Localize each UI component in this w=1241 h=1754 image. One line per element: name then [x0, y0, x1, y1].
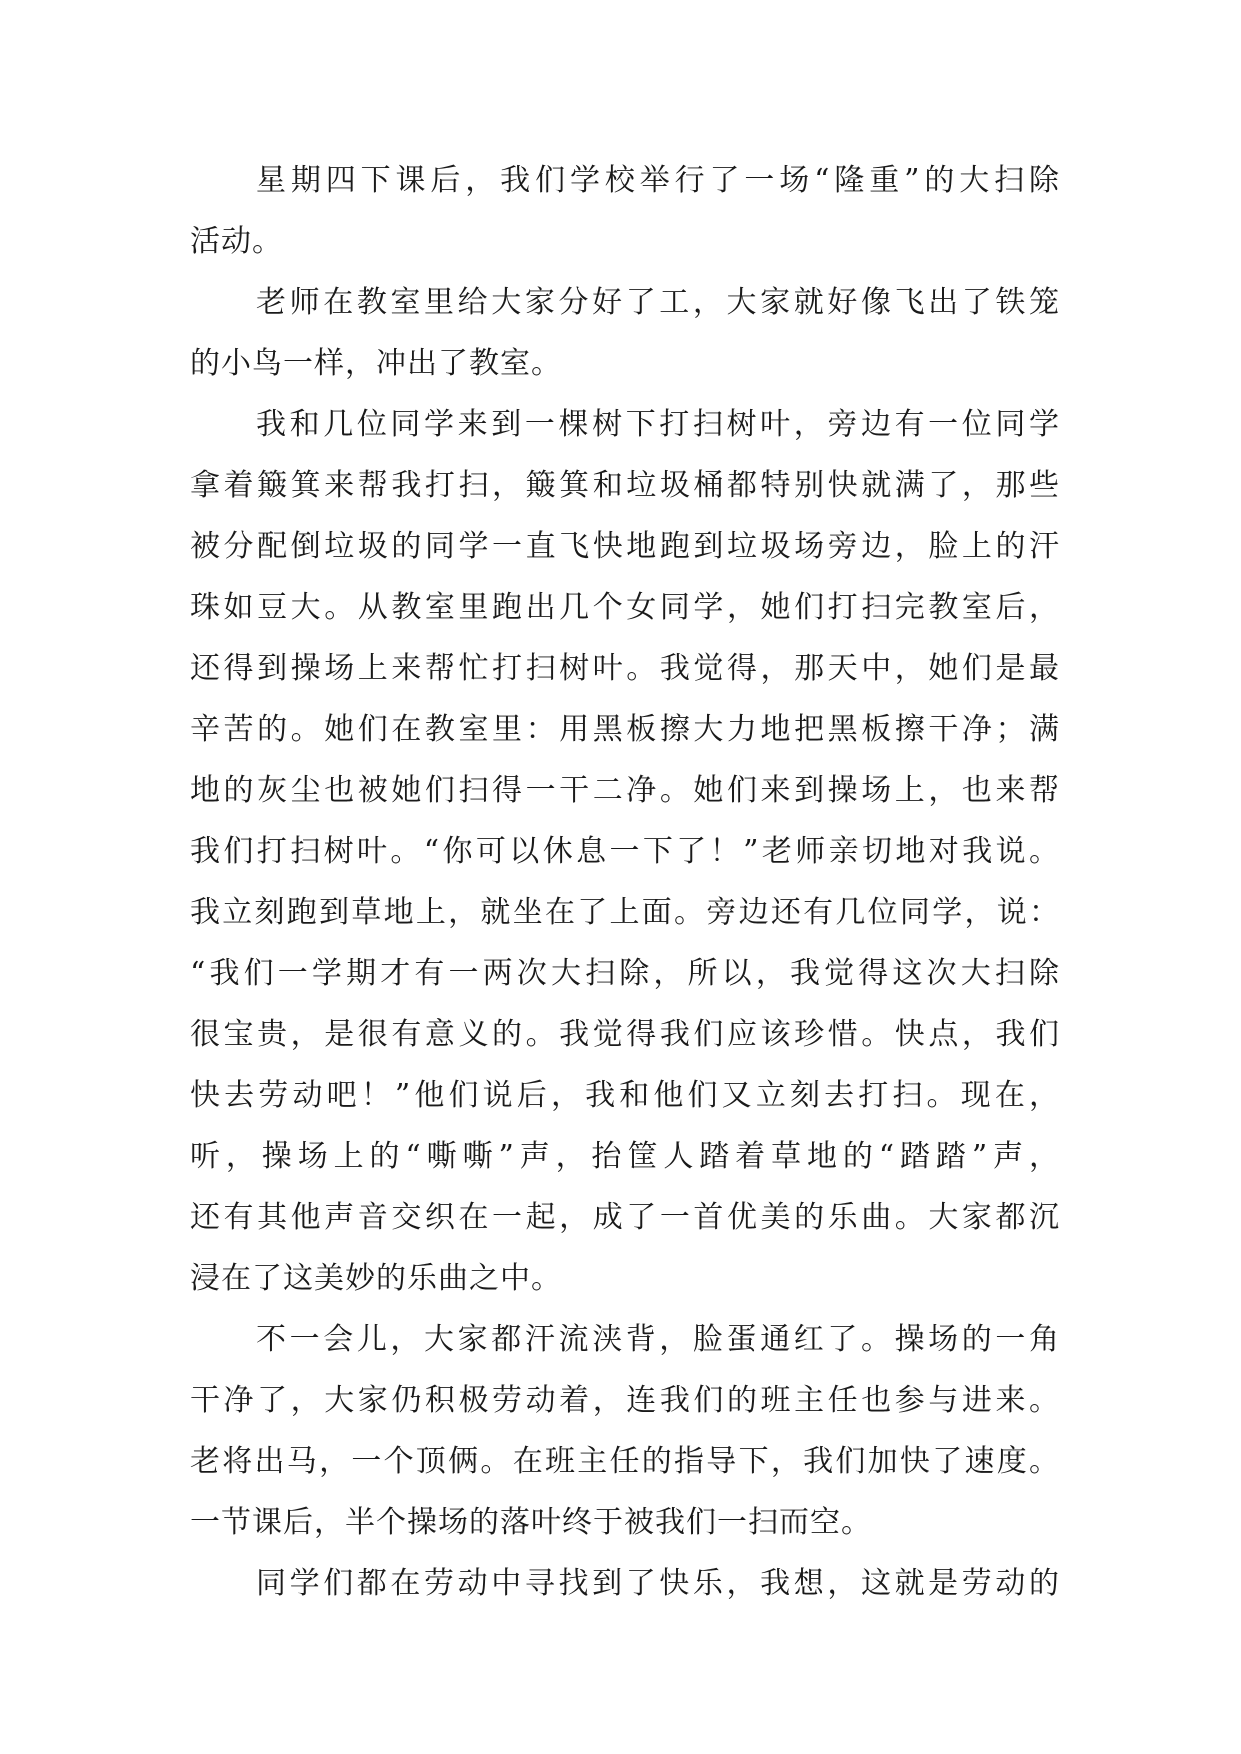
paragraph — [190, 1553, 1060, 1614]
document-body — [190, 150, 1060, 1614]
text-line: 我立刻跑到草地上，就坐在了上面。旁边还有几位同学，说： — [190, 895, 1060, 930]
text-line: 的小鸟一样，冲出了教室。 — [190, 346, 562, 381]
text-line: 还得到操场上来帮忙打扫树叶。我觉得，那天中，她们是最 — [190, 651, 1060, 686]
text-line: 活动。 — [190, 224, 283, 259]
text-line: 一节课后，半个操场的落叶终于被我们一扫而空。 — [190, 1505, 872, 1540]
text-line: 同学们都在劳动中寻找到了快乐，我想，这就是劳动的 — [256, 1566, 1060, 1601]
paragraph — [190, 272, 1060, 394]
text-line: 地的灰尘也被她们扫得一干二净。她们来到操场上，也来帮 — [190, 773, 1060, 808]
text-line: 听，操场上的“嘶嘶”声，抬筐人踏着草地的“踏踏”声， — [190, 1139, 1060, 1174]
text-line: 星期四下课后，我们学校举行了一场“隆重”的大扫除 — [256, 163, 1060, 198]
paragraph — [190, 150, 1060, 272]
text-line: 我们打扫树叶。“你可以休息一下了！”老师亲切地对我说。 — [190, 834, 1060, 869]
text-line: 辛苦的。她们在教室里：用黑板擦大力地把黑板擦干净；满 — [190, 712, 1060, 747]
text-line: 被分配倒垃圾的同学一直飞快地跑到垃圾场旁边，脸上的汗 — [190, 529, 1060, 564]
text-line: 很宝贵，是很有意义的。我觉得我们应该珍惜。快点，我们 — [190, 1017, 1060, 1052]
text-line: “我们一学期才有一两次大扫除，所以，我觉得这次大扫除 — [190, 956, 1060, 991]
text-line: 还有其他声音交织在一起，成了一首优美的乐曲。大家都沉 — [190, 1200, 1060, 1235]
text-line: 拿着簸箕来帮我打扫，簸箕和垃圾桶都特别快就满了，那些 — [190, 468, 1060, 503]
text-line: 快去劳动吧！”他们说后，我和他们又立刻去打扫。现在， — [190, 1078, 1060, 1113]
paragraph — [190, 1309, 1060, 1553]
text-line: 不一会儿，大家都汗流浃背，脸蛋通红了。操场的一角 — [256, 1322, 1060, 1357]
paragraph — [190, 394, 1060, 1309]
text-line: 浸在了这美妙的乐曲之中。 — [190, 1261, 562, 1296]
text-line: 干净了，大家仍积极劳动着，连我们的班主任也参与进来。 — [190, 1383, 1060, 1418]
text-line: 珠如豆大。从教室里跑出几个女同学，她们打扫完教室后， — [190, 590, 1060, 625]
text-line: 老将出马，一个顶俩。在班主任的指导下，我们加快了速度。 — [190, 1444, 1060, 1479]
text-line: 我和几位同学来到一棵树下打扫树叶，旁边有一位同学 — [256, 407, 1060, 442]
text-line: 老师在教室里给大家分好了工，大家就好像飞出了铁笼 — [256, 285, 1060, 320]
